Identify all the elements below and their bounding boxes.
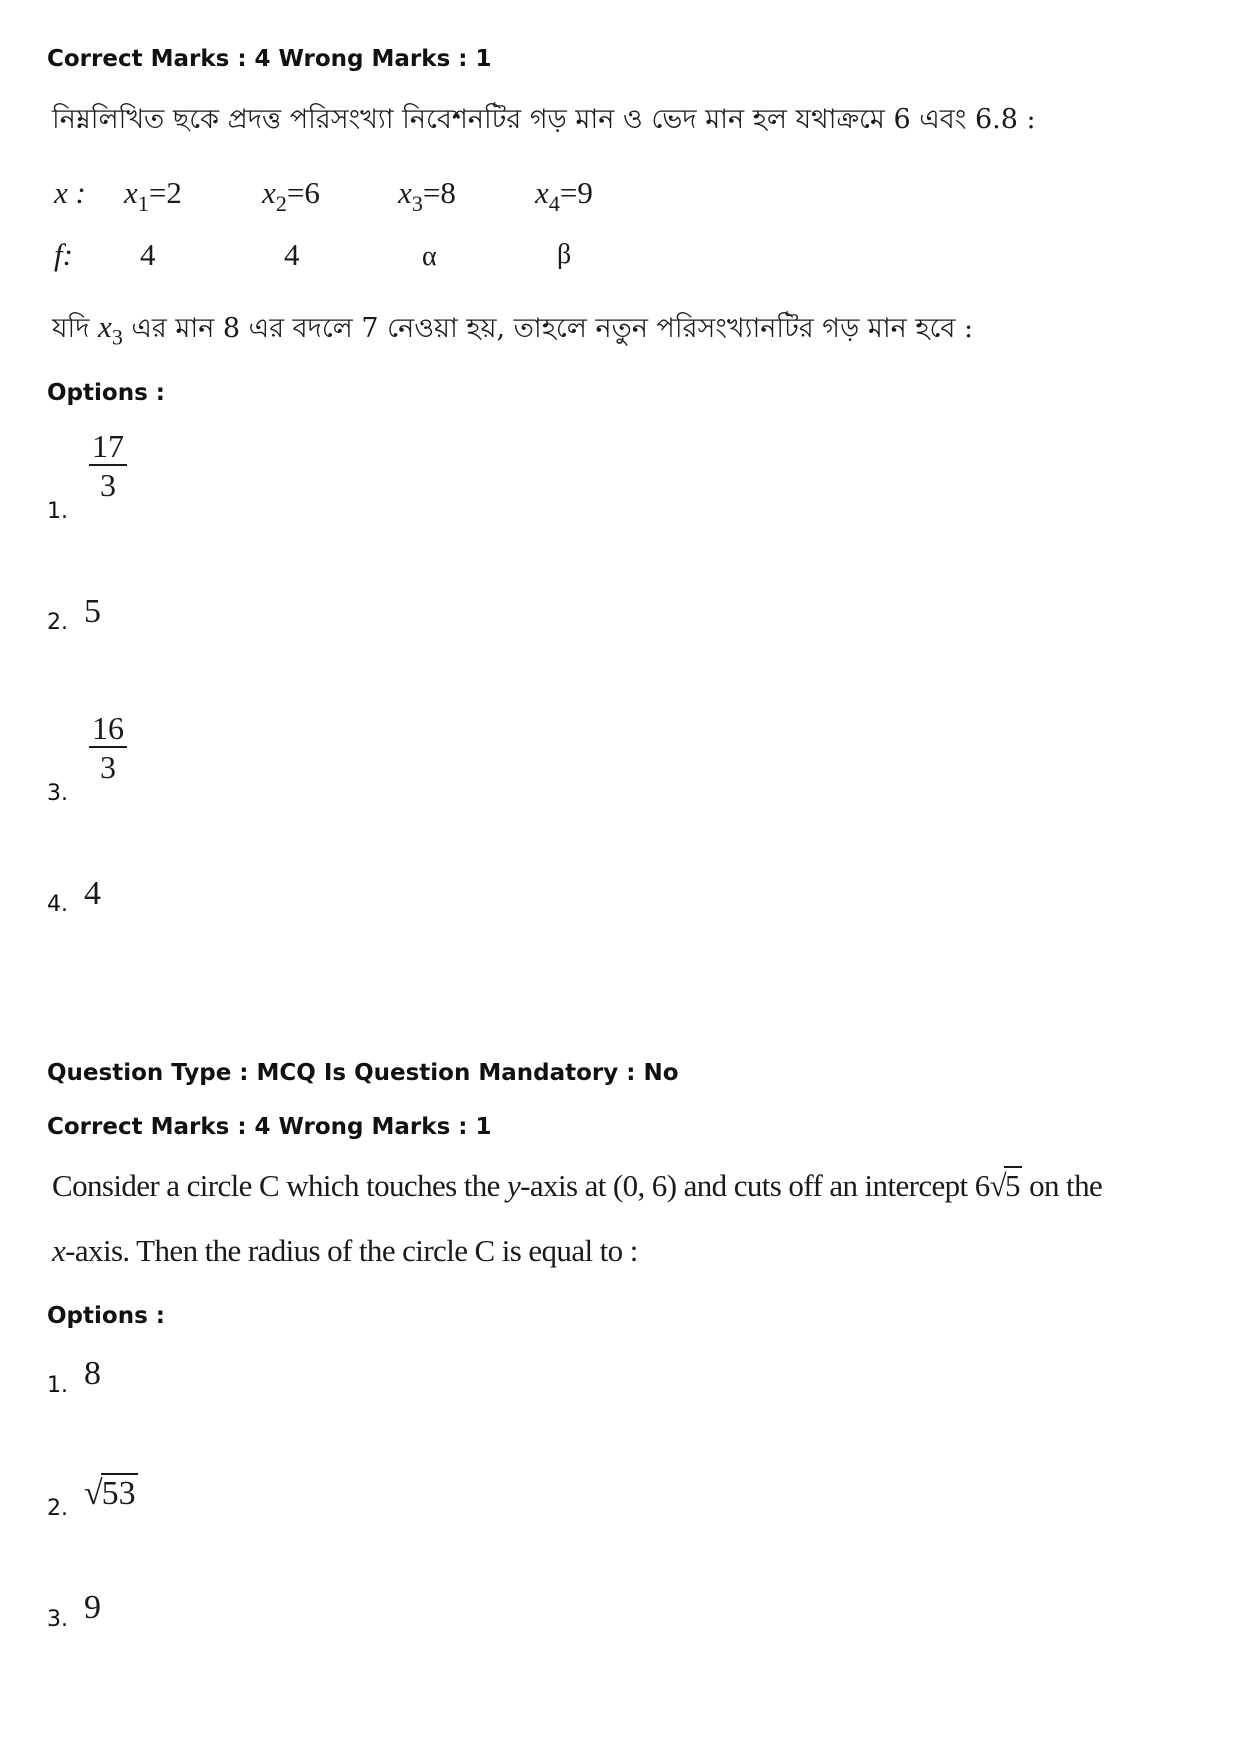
table-x1: $x_1=2$ xyxy=(124,175,182,216)
option-number: 1. xyxy=(47,499,68,524)
q1-marks-line: Correct Marks : 4 Wrong Marks : 1 xyxy=(47,46,492,72)
option-value: 5 xyxy=(84,593,101,630)
option-number: 1. xyxy=(47,1373,68,1398)
table-x2: $x_2=6$ xyxy=(262,175,320,216)
q1-options-label: Options : xyxy=(47,380,165,406)
q2-stem-line-1: Consider a circle C which touches the y-axis at (0, 6) and cuts off an intercept 6√5 on the xyxy=(52,1168,1103,1203)
table-f-label: f: xyxy=(54,237,73,272)
table-f1: 4 xyxy=(140,237,156,272)
option-value: 8 xyxy=(84,1355,101,1392)
table-f3: α xyxy=(422,241,437,272)
table-f2: 4 xyxy=(284,237,300,272)
option-number: 3. xyxy=(47,1607,68,1632)
q2-marks-line: Correct Marks : 4 Wrong Marks : 1 xyxy=(47,1114,492,1140)
q2-type-line: Question Type : MCQ Is Question Mandatory : No xyxy=(47,1060,679,1086)
q1-question: যদি $x_3$ এর মান 8 এর বদলে 7 নেওয়া হয়, তাহলে নতুন পরিসংখ্যানটির গড় মান হবে : xyxy=(52,309,974,350)
q2-options-label: Options : xyxy=(47,1303,165,1329)
option-sqrt-value: √53 xyxy=(84,1475,136,1512)
option-number: 3. xyxy=(47,781,68,806)
table-x4: $x_4=9$ xyxy=(535,175,593,216)
option-number: 4. xyxy=(47,892,68,917)
option-number: 2. xyxy=(47,1496,68,1521)
q1-stem: নিম্নলিখিত ছকে প্রদত্ত পরিসংখ্যা নিবেশনটির গড় মান ও ভেদ মান হল যথাক্রমে 6 এবং 6.8 : xyxy=(52,104,1036,135)
option-number: 2. xyxy=(47,610,68,635)
q2-stem-line-2: x-axis. Then the radius of the circle C is equal to : xyxy=(52,1233,638,1268)
option-fraction: 16 3 xyxy=(89,710,127,786)
option-value: 4 xyxy=(84,875,101,912)
sqrt-symbol: √5 xyxy=(989,1168,1020,1203)
option-fraction: 17 3 xyxy=(89,428,127,504)
option-value: 9 xyxy=(84,1589,101,1626)
table-x-label: x : xyxy=(54,175,86,210)
table-f4: β xyxy=(557,239,572,270)
table-x3: $x_3=8$ xyxy=(398,175,456,216)
